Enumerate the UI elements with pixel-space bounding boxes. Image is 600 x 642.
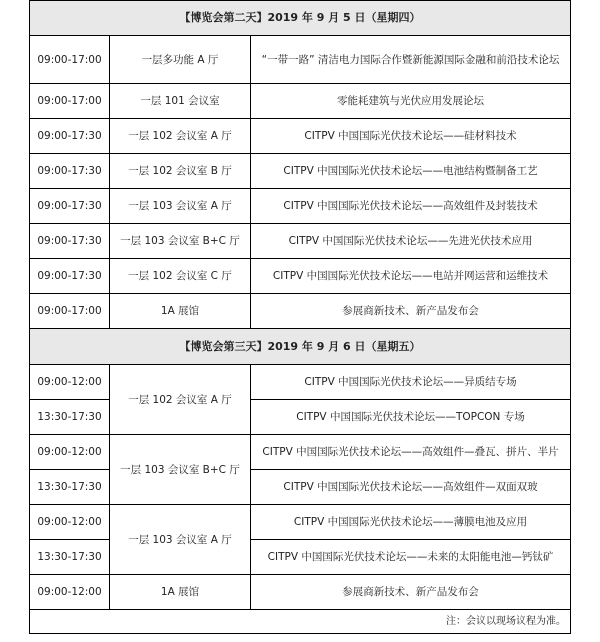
topic-cell: “一带一路” 清洁电力国际合作暨新能源国际金融和前沿技术论坛 [251,36,571,84]
table-row [30,259,571,294]
day-header-row [30,1,571,36]
room-cell: 1A 展馆 [110,575,251,610]
room-cell: 一层 103 会议室 B+C 厅 [110,224,251,259]
topic-cell: 参展商新技术、新产品发布会 [251,294,571,329]
time-cell: 09:00-17:30 [30,119,110,154]
topic-cell: CITPV 中国国际光伏技术论坛——TOPCON 专场 [251,400,571,435]
day-header [30,329,571,365]
topic-cell: 零能耗建筑与光伏应用发展论坛 [251,84,571,119]
topic-cell: CITPV 中国国际光伏技术论坛——未来的太阳能电池—钙钛矿 [251,540,571,575]
day-header-row [30,329,571,365]
footnote: 注：会议以现场议程为准。 [30,610,571,634]
table-row [30,84,571,119]
time-cell: 09:00-17:30 [30,189,110,224]
topic-cell: CITPV 中国国际光伏技术论坛——电池结构暨制备工艺 [251,154,571,189]
time-cell: 09:00-12:00 [30,365,110,400]
topic-cell: CITPV 中国国际光伏技术论坛——硅材料技术 [251,119,571,154]
schedule-table [29,0,571,634]
time-cell: 09:00-17:00 [30,36,110,84]
topic-cell: 参展商新技术、新产品发布会 [251,575,571,610]
topic-cell: CITPV 中国国际光伏技术论坛——薄膜电池及应用 [251,505,571,540]
time-cell: 09:00-17:00 [30,84,110,119]
time-cell: 09:00-17:00 [30,294,110,329]
time-cell: 13:30-17:30 [30,470,110,505]
room-cell: 一层 101 会议室 [110,84,251,119]
room-cell: 一层 102 会议室 A 厅 [110,119,251,154]
topic-cell: CITPV 中国国际光伏技术论坛——高效组件及封装技术 [251,189,571,224]
table-row [30,36,571,84]
time-cell: 09:00-17:30 [30,224,110,259]
room-cell: 一层多功能 A 厅 [110,36,251,84]
table-row [30,224,571,259]
room-cell: 一层 102 会议室 B 厅 [110,154,251,189]
table-row [30,435,571,470]
table-row [30,189,571,224]
table-row [30,505,571,540]
topic-cell: CITPV 中国国际光伏技术论坛——高效组件—叠瓦、拼片、半片 [251,435,571,470]
time-cell: 09:00-12:00 [30,505,110,540]
note-row [30,610,571,634]
time-cell: 09:00-17:30 [30,259,110,294]
table-row [30,365,571,400]
time-cell: 09:00-12:00 [30,435,110,470]
room-cell: 1A 展馆 [110,294,251,329]
time-cell: 09:00-12:00 [30,575,110,610]
room-cell: 一层 103 会议室 A 厅 [110,505,251,575]
topic-cell: CITPV 中国国际光伏技术论坛——电站并网运营和运维技术 [251,259,571,294]
topic-cell: CITPV 中国国际光伏技术论坛——高效组件—双面双玻 [251,470,571,505]
time-cell: 09:00-17:30 [30,154,110,189]
day-title: 【博览会第二天】2019 年 9 月 5 日（星期四） [179,11,421,24]
room-cell: 一层 103 会议室 B+C 厅 [110,435,251,505]
time-cell: 13:30-17:30 [30,540,110,575]
table-row [30,154,571,189]
topic-cell: CITPV 中国国际光伏技术论坛——异质结专场 [251,365,571,400]
room-cell: 一层 102 会议室 A 厅 [110,365,251,435]
table-row [30,294,571,329]
table-row [30,119,571,154]
day-title: 【博览会第三天】2019 年 9 月 6 日（星期五） [179,339,421,353]
table-row [30,575,571,610]
room-cell: 一层 102 会议室 C 厅 [110,259,251,294]
time-cell: 13:30-17:30 [30,400,110,435]
day-header [30,1,571,36]
topic-cell: CITPV 中国国际光伏技术论坛——先进光伏技术应用 [251,224,571,259]
room-cell: 一层 103 会议室 A 厅 [110,189,251,224]
